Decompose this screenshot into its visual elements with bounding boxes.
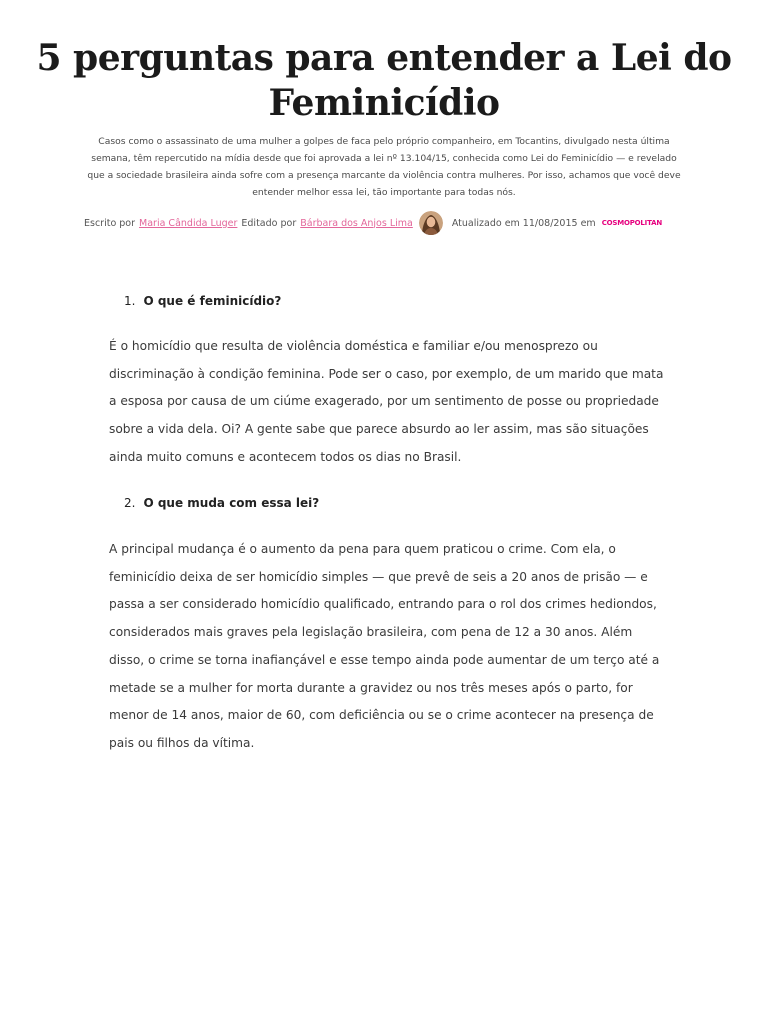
article-lede: Casos como o assassinato de uma mulher a golpes de faca pelo próprio companheiro, em Tocantins, divulgado nesta última semana, têm repercutido na mídia desde que foi aprovada a lei nº 13.104/15, conhecida como Lei do Feminicídio — e revelado que a sociedade brasileira ainda sofre com a presença marcante da violência contra mulheres. Por isso, achamos que você deve entender melhor essa lei, tão importante para todas nós.: [87, 136, 681, 198]
author-link[interactable]: Maria Cândida Luger: [139, 217, 238, 229]
section-1-answer: É o homicídio que resulta de violência doméstica e familiar e/ou menosprezo ou discriminação à condição feminina. Pode ser o caso, por exemplo, de um marido que mata a esposa por causa de um ciúme exagerado, por um sentimento de posse ou propriedade sobre a vida dela. Oi? A gente sabe que parece absurdo ao ler assim, mas são situações ainda muito comuns e acontecem todos os dias no Brasil.: [109, 339, 664, 464]
section-1-question: O que é feminicídio?: [143, 294, 282, 308]
cosmopolitan-logo[interactable]: COSMOPOLITAN: [601, 219, 662, 227]
editor-avatar[interactable]: [419, 211, 443, 235]
updated-label: Atualizado em 11/08/2015 em: [451, 217, 596, 229]
section-2-question: O que muda com essa lei?: [143, 496, 320, 510]
section-2-heading: [124, 494, 319, 512]
written-by-label: Escrito por: [84, 217, 136, 229]
section-1-heading: [124, 292, 281, 310]
byline: [84, 210, 684, 236]
article-title: 5 perguntas para entender a Lei do Feminicídio: [36, 37, 732, 124]
section-2-answer: A principal mudança é o aumento da pena para quem praticou o crime. Com ela, o feminicídio deixa de ser homicídio simples — que prevê de seis a 20 anos de prisão — e passa a ser considerado homicídio qualificado, entrando para o rol dos crimes hediondos, considerados mais graves pela legislação brasileira, com pena de 12 a 30 anos. Além disso, o crime se torna inafiançável e esse tempo ainda pode aumentar de um terço até a metade se a mulher for morta durante a gravidez ou nos três meses após o parto, for menor de 14 anos, maior de 60, com deficiência ou se o crime acontecer na presença de pais ou filhos da vítima.: [109, 542, 660, 750]
section-1-number: 1.: [124, 294, 136, 308]
avatar-icon: [419, 211, 443, 235]
section-2-number: 2.: [124, 496, 136, 510]
edited-by-label: Editado por: [241, 217, 297, 229]
editor-link[interactable]: Bárbara dos Anjos Lima: [300, 217, 413, 229]
